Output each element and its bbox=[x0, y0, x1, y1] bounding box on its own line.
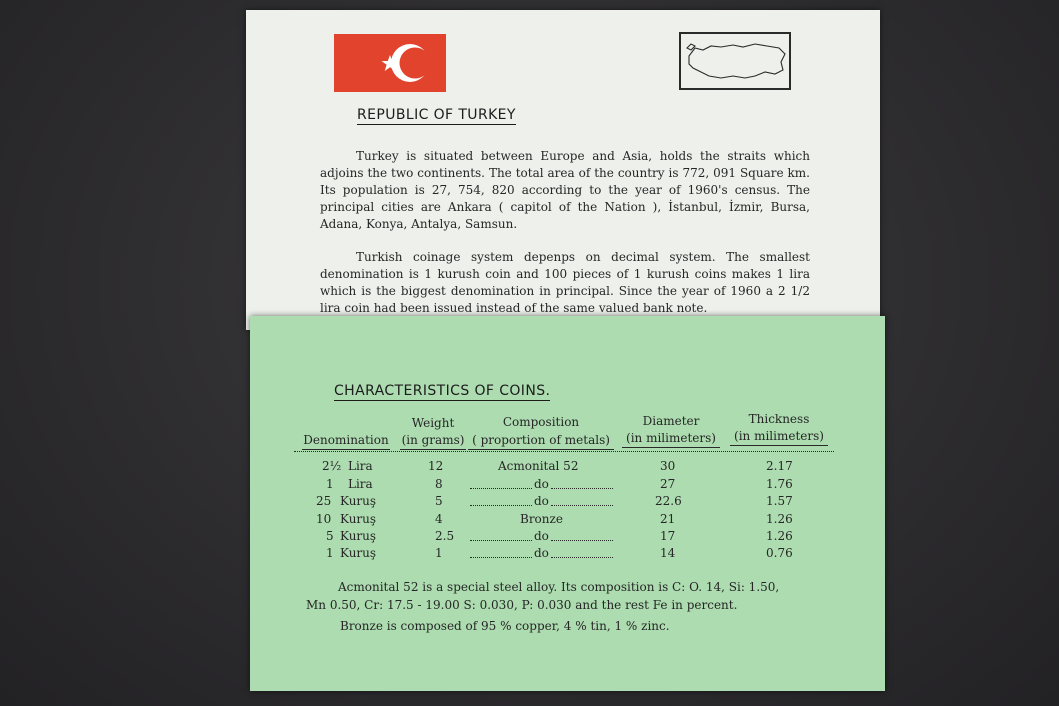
table-row-5-diameter: 17 bbox=[660, 529, 676, 543]
ditto-leader bbox=[470, 505, 532, 506]
header-diameter-unit: (in milimeters) bbox=[622, 430, 720, 448]
table-row-5-composition: do bbox=[534, 529, 549, 543]
table-row-1-composition: Acmonital 52 bbox=[498, 459, 579, 473]
table-row-3-composition: do bbox=[534, 494, 549, 508]
table-row-2-diameter: 27 bbox=[660, 477, 676, 491]
table-row-2-num: 1 bbox=[326, 477, 334, 491]
table-row-4-diameter: 21 bbox=[660, 512, 676, 526]
table-row-3-diameter: 22.6 bbox=[655, 494, 682, 508]
acmonital-note-line2: Mn 0.50, Cr: 17.5 - 19.00 S: 0.030, P: 0.030 and the rest Fe in percent. bbox=[306, 598, 738, 612]
table-row-6-thickness: 0.76 bbox=[766, 546, 793, 560]
section-title: CHARACTERISTICS OF COINS. bbox=[334, 383, 551, 399]
table-row-1-diameter: 30 bbox=[660, 459, 676, 473]
table-row-6-unit: Kuruş bbox=[340, 546, 377, 560]
ditto-leader bbox=[470, 540, 532, 541]
info-sheet bbox=[246, 10, 880, 330]
table-row-1-weight: 12 bbox=[428, 459, 444, 473]
ditto-leader bbox=[470, 488, 532, 489]
table-row-4-thickness: 1.26 bbox=[766, 512, 793, 526]
turkish-flag-icon bbox=[334, 34, 446, 92]
ditto-leader bbox=[551, 505, 613, 506]
table-row-3-weight: 5 bbox=[435, 494, 443, 508]
table-row-4-num: 10 bbox=[316, 512, 332, 526]
table-row-1-num: 2½ bbox=[322, 459, 342, 473]
ditto-leader bbox=[551, 488, 613, 489]
table-row-4-composition: Bronze bbox=[520, 512, 563, 526]
table-row-2-weight: 8 bbox=[435, 477, 443, 491]
header-divider bbox=[294, 451, 834, 452]
table-row-5-thickness: 1.26 bbox=[766, 529, 793, 543]
coinage-paragraph: Turkish coinage system depenps on decimal system. The smallest denomination is 1 kurush coin and 100 pieces of 1 kurush coins makes 1 lira which is the biggest denomination in principal. Since the year of 1960 a 2 1/2 lira coin had been issued instead of the same valued bank note. bbox=[320, 250, 810, 315]
table-row-2-composition: do bbox=[534, 477, 549, 491]
page-title: REPUBLIC OF TURKEY bbox=[357, 107, 516, 123]
table-row-5-num: 5 bbox=[326, 529, 334, 543]
header-weight-unit: (in grams) bbox=[400, 432, 466, 450]
table-row-6-num: 1 bbox=[326, 546, 334, 560]
coins-sheet bbox=[250, 316, 885, 691]
bronze-note: Bronze is composed of 95 % copper, 4 % tin, 1 % zinc. bbox=[340, 619, 670, 633]
table-row-6-composition: do bbox=[534, 546, 549, 560]
header-weight: Weight bbox=[411, 416, 455, 430]
intro-paragraph: Turkey is situated between Europe and Asia, holds the straits which adjoins the two continents. The total area of the country is 772, 091 Square km. Its population is 27, 754, 820 according to the year of 1960's census. The principal cities are Ankara ( capitol of the Nation ), İstanbul, İzmir, Bursa, Adana, Konya, Antalya, Samsun. bbox=[320, 149, 810, 231]
table-row-4-unit: Kuruş bbox=[340, 512, 377, 526]
table-row-5-unit: Kuruş bbox=[340, 529, 377, 543]
table-row-2-thickness: 1.76 bbox=[766, 477, 793, 491]
table-row-1-thickness: 2.17 bbox=[766, 459, 793, 473]
ditto-leader bbox=[551, 540, 613, 541]
table-row-3-thickness: 1.57 bbox=[766, 494, 793, 508]
table-row-6-diameter: 14 bbox=[660, 546, 676, 560]
header-denomination: Denomination bbox=[302, 432, 390, 450]
table-row-6-weight: 1 bbox=[435, 546, 443, 560]
table-row-4-weight: 4 bbox=[435, 512, 443, 526]
acmonital-note-line1: Acmonital 52 is a special steel alloy. Its composition is C: O. 14, Si: 1.50, bbox=[338, 580, 780, 594]
table-row-5-weight: 2.5 bbox=[435, 529, 455, 543]
crescent-star-icon bbox=[334, 34, 446, 92]
table-row-3-num: 25 bbox=[316, 494, 332, 508]
header-thickness-unit: (in milimeters) bbox=[730, 428, 828, 446]
ditto-leader bbox=[551, 557, 613, 558]
turkey-map-outline-icon bbox=[679, 32, 791, 90]
ditto-leader bbox=[470, 557, 532, 558]
header-thickness: Thickness bbox=[748, 412, 810, 426]
table-row-1-unit: Lira bbox=[348, 459, 373, 473]
header-composition-unit: ( proportion of metals) bbox=[468, 432, 614, 450]
table-row-3-unit: Kuruş bbox=[340, 494, 377, 508]
header-diameter: Diameter bbox=[642, 414, 700, 428]
table-row-2-unit: Lira bbox=[348, 477, 373, 491]
header-composition: Composition bbox=[502, 415, 580, 429]
